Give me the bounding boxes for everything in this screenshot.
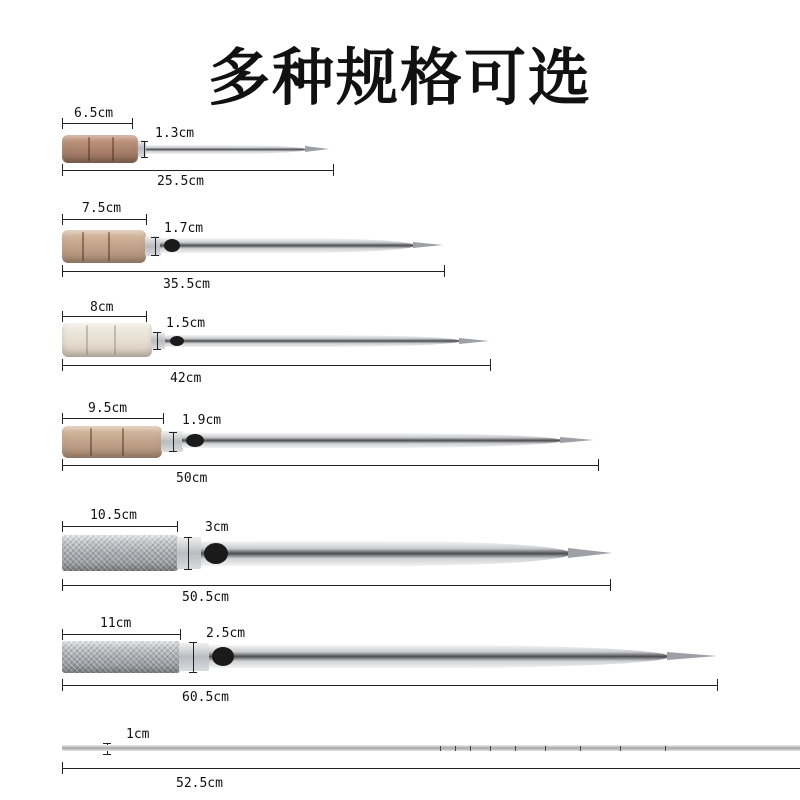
handle-length-label: 8cm bbox=[90, 300, 114, 315]
wood-handle bbox=[62, 135, 138, 163]
handle-length-label: 6.5cm bbox=[74, 106, 114, 121]
total-length-label: 50cm bbox=[176, 471, 208, 486]
wood-handle bbox=[62, 230, 146, 263]
knurled-handle bbox=[62, 535, 178, 571]
steel-rod bbox=[62, 745, 800, 751]
total-length-label: 50.5cm bbox=[182, 590, 229, 605]
total-length-label: 60.5cm bbox=[182, 690, 229, 705]
handle-length-label: 7.5cm bbox=[82, 201, 122, 216]
diameter-label: 3cm bbox=[205, 520, 229, 535]
total-length-label: 35.5cm bbox=[163, 277, 210, 292]
knurled-handle bbox=[62, 641, 180, 673]
steel-shaft bbox=[165, 335, 461, 347]
handle-length-label: 9.5cm bbox=[88, 401, 128, 416]
page-title: 多种规格可选 bbox=[207, 41, 592, 114]
steel-shaft bbox=[201, 541, 571, 566]
diameter-label: 1.7cm bbox=[164, 221, 204, 236]
handle-length-label: 11cm bbox=[100, 616, 132, 631]
steel-shaft bbox=[182, 433, 562, 448]
total-length-label: 25.5cm bbox=[157, 174, 204, 189]
steel-shaft bbox=[160, 238, 415, 253]
bone-handle bbox=[62, 323, 152, 357]
diameter-label: 1.5cm bbox=[166, 316, 206, 331]
wood-handle bbox=[62, 426, 162, 458]
steel-shaft bbox=[146, 145, 306, 154]
handle-length-label: 10.5cm bbox=[90, 508, 137, 523]
steel-shaft bbox=[209, 645, 669, 668]
total-length-label: 52.5cm bbox=[176, 776, 223, 791]
diameter-label: 1.9cm bbox=[182, 413, 222, 428]
diameter-label: 1cm bbox=[126, 727, 150, 742]
total-length-label: 42cm bbox=[170, 371, 202, 386]
diameter-label: 1.3cm bbox=[155, 126, 195, 141]
diameter-label: 2.5cm bbox=[206, 626, 246, 641]
